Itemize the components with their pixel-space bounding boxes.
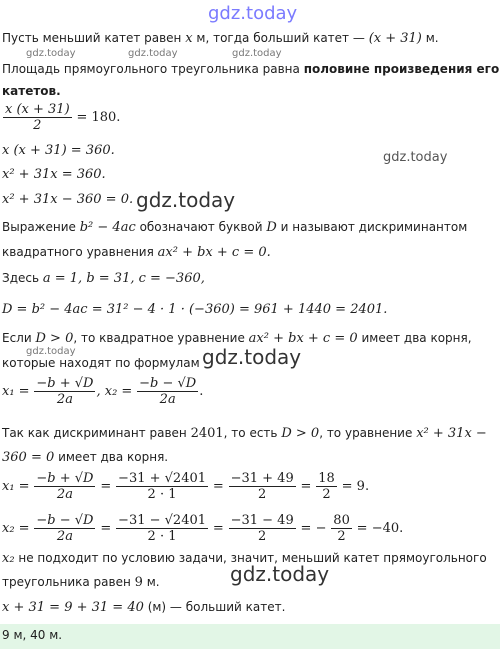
fraction bbox=[316, 471, 337, 502]
fraction bbox=[331, 513, 352, 544]
math-result: = −40. bbox=[356, 521, 404, 536]
math-rhs: = 180. bbox=[76, 110, 121, 125]
denominator: 2a bbox=[56, 487, 73, 502]
math-quadratic: ax² + bx + c = 0 bbox=[248, 331, 358, 346]
text: Пусть меньший катет равен bbox=[2, 31, 182, 45]
equation-1 bbox=[2, 102, 120, 133]
text-line bbox=[2, 245, 271, 260]
numerator: −31 − √2401 bbox=[118, 513, 207, 528]
watermark-mid: gdz.today bbox=[383, 150, 448, 165]
text: Площадь прямоугольного треугольника равна bbox=[2, 62, 300, 76]
answer-text: 9 м, 40 м. bbox=[2, 628, 63, 642]
text: , то квадратное уравнение bbox=[73, 331, 245, 345]
text: Если bbox=[2, 331, 32, 345]
fraction bbox=[229, 471, 296, 502]
math-eq: = bbox=[212, 521, 224, 536]
numerator: 18 bbox=[318, 471, 335, 486]
equation-3: x² + 31x = 360. bbox=[2, 167, 106, 182]
math-result: = 9. bbox=[341, 479, 370, 494]
text-line bbox=[2, 62, 499, 77]
watermark-small: gdz.today bbox=[26, 48, 76, 59]
fraction bbox=[116, 513, 208, 544]
math-expr: b² − 4ac bbox=[79, 220, 136, 235]
watermark-small: gdz.today bbox=[232, 48, 282, 59]
denominator: 2 bbox=[33, 118, 42, 133]
math-x1: x₁ = bbox=[2, 384, 30, 399]
text: (м) — больший катет. bbox=[147, 600, 286, 614]
watermark-main: gdz.today bbox=[136, 188, 236, 212]
text-line bbox=[2, 31, 439, 46]
fraction bbox=[229, 513, 296, 544]
fraction bbox=[116, 471, 208, 502]
math-eq: = bbox=[212, 479, 224, 494]
text: , то есть bbox=[223, 426, 278, 440]
text: , то уравнение bbox=[319, 426, 413, 440]
denominator: 2 bbox=[258, 529, 267, 544]
numerator: −31 + √2401 bbox=[118, 471, 207, 486]
numerator: −b + √D bbox=[36, 471, 94, 486]
fraction bbox=[3, 102, 72, 133]
text-line bbox=[2, 220, 467, 235]
text-line bbox=[2, 331, 472, 346]
denominator: 2 · 1 bbox=[147, 529, 177, 544]
fraction bbox=[34, 513, 95, 544]
math-x2: x₂ bbox=[2, 551, 15, 566]
text: имеет два корня, bbox=[361, 331, 472, 345]
math-minus: = − bbox=[300, 521, 327, 536]
math-number: 9 bbox=[134, 575, 143, 590]
math-x2: , x₂ = bbox=[96, 384, 133, 399]
math-eq: = bbox=[100, 479, 112, 494]
text: обозначают буквой bbox=[139, 220, 263, 234]
text: квадратного уравнения bbox=[2, 245, 154, 259]
text: Здесь bbox=[2, 271, 40, 285]
text-line: которые находят по формулам bbox=[2, 356, 200, 370]
watermark-top: gdz.today bbox=[208, 3, 298, 24]
math-quadratic: ax² + bx + c = 0. bbox=[157, 245, 271, 260]
math-x-plus-31: (x + 31) bbox=[368, 31, 422, 46]
equation-discriminant: D = b² − 4ac = 31² − 4 · 1 · (−360) = 961 + 1440 = 2401. bbox=[2, 302, 388, 317]
text-line bbox=[2, 271, 205, 286]
fraction bbox=[34, 471, 95, 502]
text-bold: катетов. bbox=[2, 84, 61, 98]
fraction bbox=[137, 376, 198, 407]
watermark-small: gdz.today bbox=[128, 48, 178, 59]
text: и называют дискриминантом bbox=[280, 220, 468, 234]
root-2-computation bbox=[2, 513, 403, 544]
numerator: −b + √D bbox=[36, 376, 94, 391]
equation-2: x (x + 31) = 360. bbox=[2, 143, 115, 158]
text: Так как дискриминант равен bbox=[2, 426, 187, 440]
math-eq: = bbox=[100, 521, 112, 536]
math-x1: x₁ = bbox=[2, 479, 30, 494]
text-line bbox=[2, 600, 285, 615]
numerator: x (x + 31) bbox=[5, 102, 70, 117]
math-equation: x² + 31x − bbox=[416, 426, 487, 441]
root-1-computation bbox=[2, 471, 369, 502]
math-coefficients: a = 1, b = 31, c = −360, bbox=[42, 271, 205, 286]
math-equation: 360 = 0 bbox=[2, 450, 55, 465]
watermark-small: gdz.today bbox=[26, 346, 76, 357]
text: м. bbox=[425, 31, 439, 45]
math-sum: x + 31 = 9 + 31 = 40 bbox=[2, 600, 144, 615]
math-condition: D > 0 bbox=[35, 331, 74, 346]
formula-roots bbox=[2, 376, 203, 407]
math-D: D bbox=[266, 220, 277, 235]
text-line bbox=[2, 450, 168, 465]
text-line bbox=[2, 575, 160, 590]
math-x2: x₂ = bbox=[2, 521, 30, 536]
math-condition: D > 0 bbox=[281, 426, 320, 441]
text-bold: половине произведения его bbox=[303, 62, 500, 76]
text-line bbox=[2, 551, 487, 566]
denominator: 2 bbox=[322, 487, 331, 502]
watermark-main: gdz.today bbox=[230, 562, 330, 586]
denominator: 2a bbox=[56, 529, 73, 544]
math-dot: . bbox=[199, 384, 204, 399]
denominator: 2 bbox=[258, 487, 267, 502]
math-x: x bbox=[185, 31, 193, 46]
text: треугольника равен bbox=[2, 575, 131, 589]
text: Выражение bbox=[2, 220, 76, 234]
numerator: −31 − 49 bbox=[230, 513, 294, 528]
answer-box bbox=[0, 624, 500, 649]
text: м, тогда больший катет — bbox=[196, 31, 365, 45]
math-eq: = bbox=[300, 479, 312, 494]
fraction bbox=[34, 376, 95, 407]
numerator: −b − √D bbox=[36, 513, 94, 528]
numerator: −31 + 49 bbox=[230, 471, 294, 486]
denominator: 2a bbox=[159, 392, 176, 407]
denominator: 2 bbox=[337, 529, 346, 544]
math-number: 2401 bbox=[190, 426, 224, 441]
equation-4: x² + 31x − 360 = 0. bbox=[2, 192, 134, 207]
text-line bbox=[2, 426, 487, 441]
watermark-main: gdz.today bbox=[202, 345, 302, 369]
denominator: 2 · 1 bbox=[147, 487, 177, 502]
text: имеет два корня. bbox=[58, 450, 169, 464]
denominator: 2a bbox=[56, 392, 73, 407]
numerator: −b − √D bbox=[139, 376, 197, 391]
text: м. bbox=[146, 575, 160, 589]
numerator: 80 bbox=[333, 513, 350, 528]
text: не подходит по условию задачи, значит, меньший катет прямоугольного bbox=[18, 551, 487, 565]
